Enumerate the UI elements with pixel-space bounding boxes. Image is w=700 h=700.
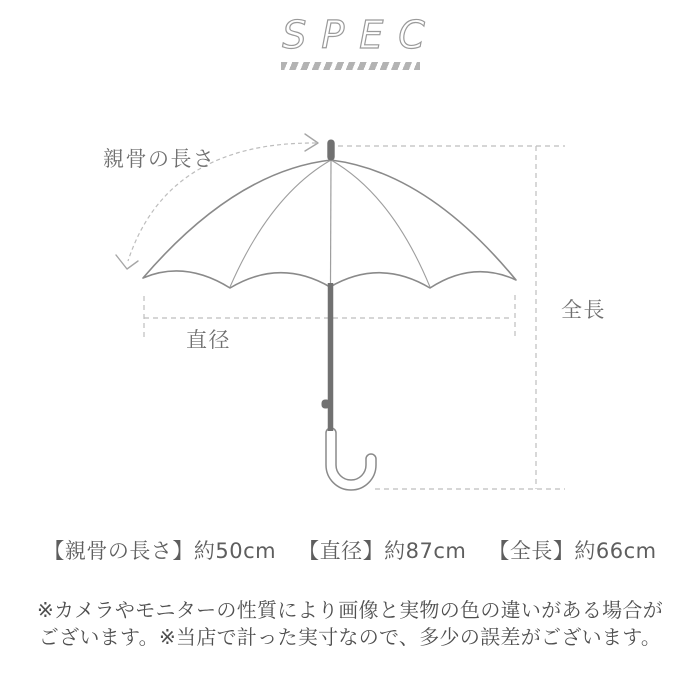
diameter-spec <box>298 535 466 565</box>
total-length-label: 全長 <box>561 298 606 322</box>
umbrella-illustration <box>143 140 516 486</box>
umbrella-tip-ferrule <box>327 140 334 161</box>
total-length-spec <box>488 535 656 565</box>
runner-stopper <box>322 400 331 409</box>
rib-length-spec-value: 約50cm <box>193 539 277 563</box>
total-length-spec-label: 【全長】 <box>488 539 575 563</box>
diameter-spec-label: 【直径】 <box>298 539 385 563</box>
spec-title: SPEC <box>282 13 440 57</box>
umbrella-canopy <box>143 160 516 288</box>
umbrella-handle <box>331 433 371 485</box>
rib-length-spec-label: 【親骨の長さ】 <box>43 539 194 563</box>
total-length-spec-value: 約66cm <box>574 539 657 563</box>
spec-measurements <box>0 535 700 565</box>
rib-length-spec <box>43 535 276 565</box>
disclaimer-line-2: ございます。※当店で計った実寸なので、多少の誤差がございます。 <box>38 624 662 649</box>
diameter-spec-value: 約87cm <box>384 539 467 563</box>
disclaimer-note <box>0 597 700 650</box>
rib-length-label: 親骨の長さ <box>103 147 216 171</box>
disclaimer-line-1: ※カメラやモニターの性質により画像と実物の色の違いがある場合が <box>36 598 664 622</box>
umbrella-center-rib <box>331 161 332 283</box>
diameter-label: 直径 <box>186 328 231 352</box>
arrowhead-down-left-icon <box>116 255 138 269</box>
